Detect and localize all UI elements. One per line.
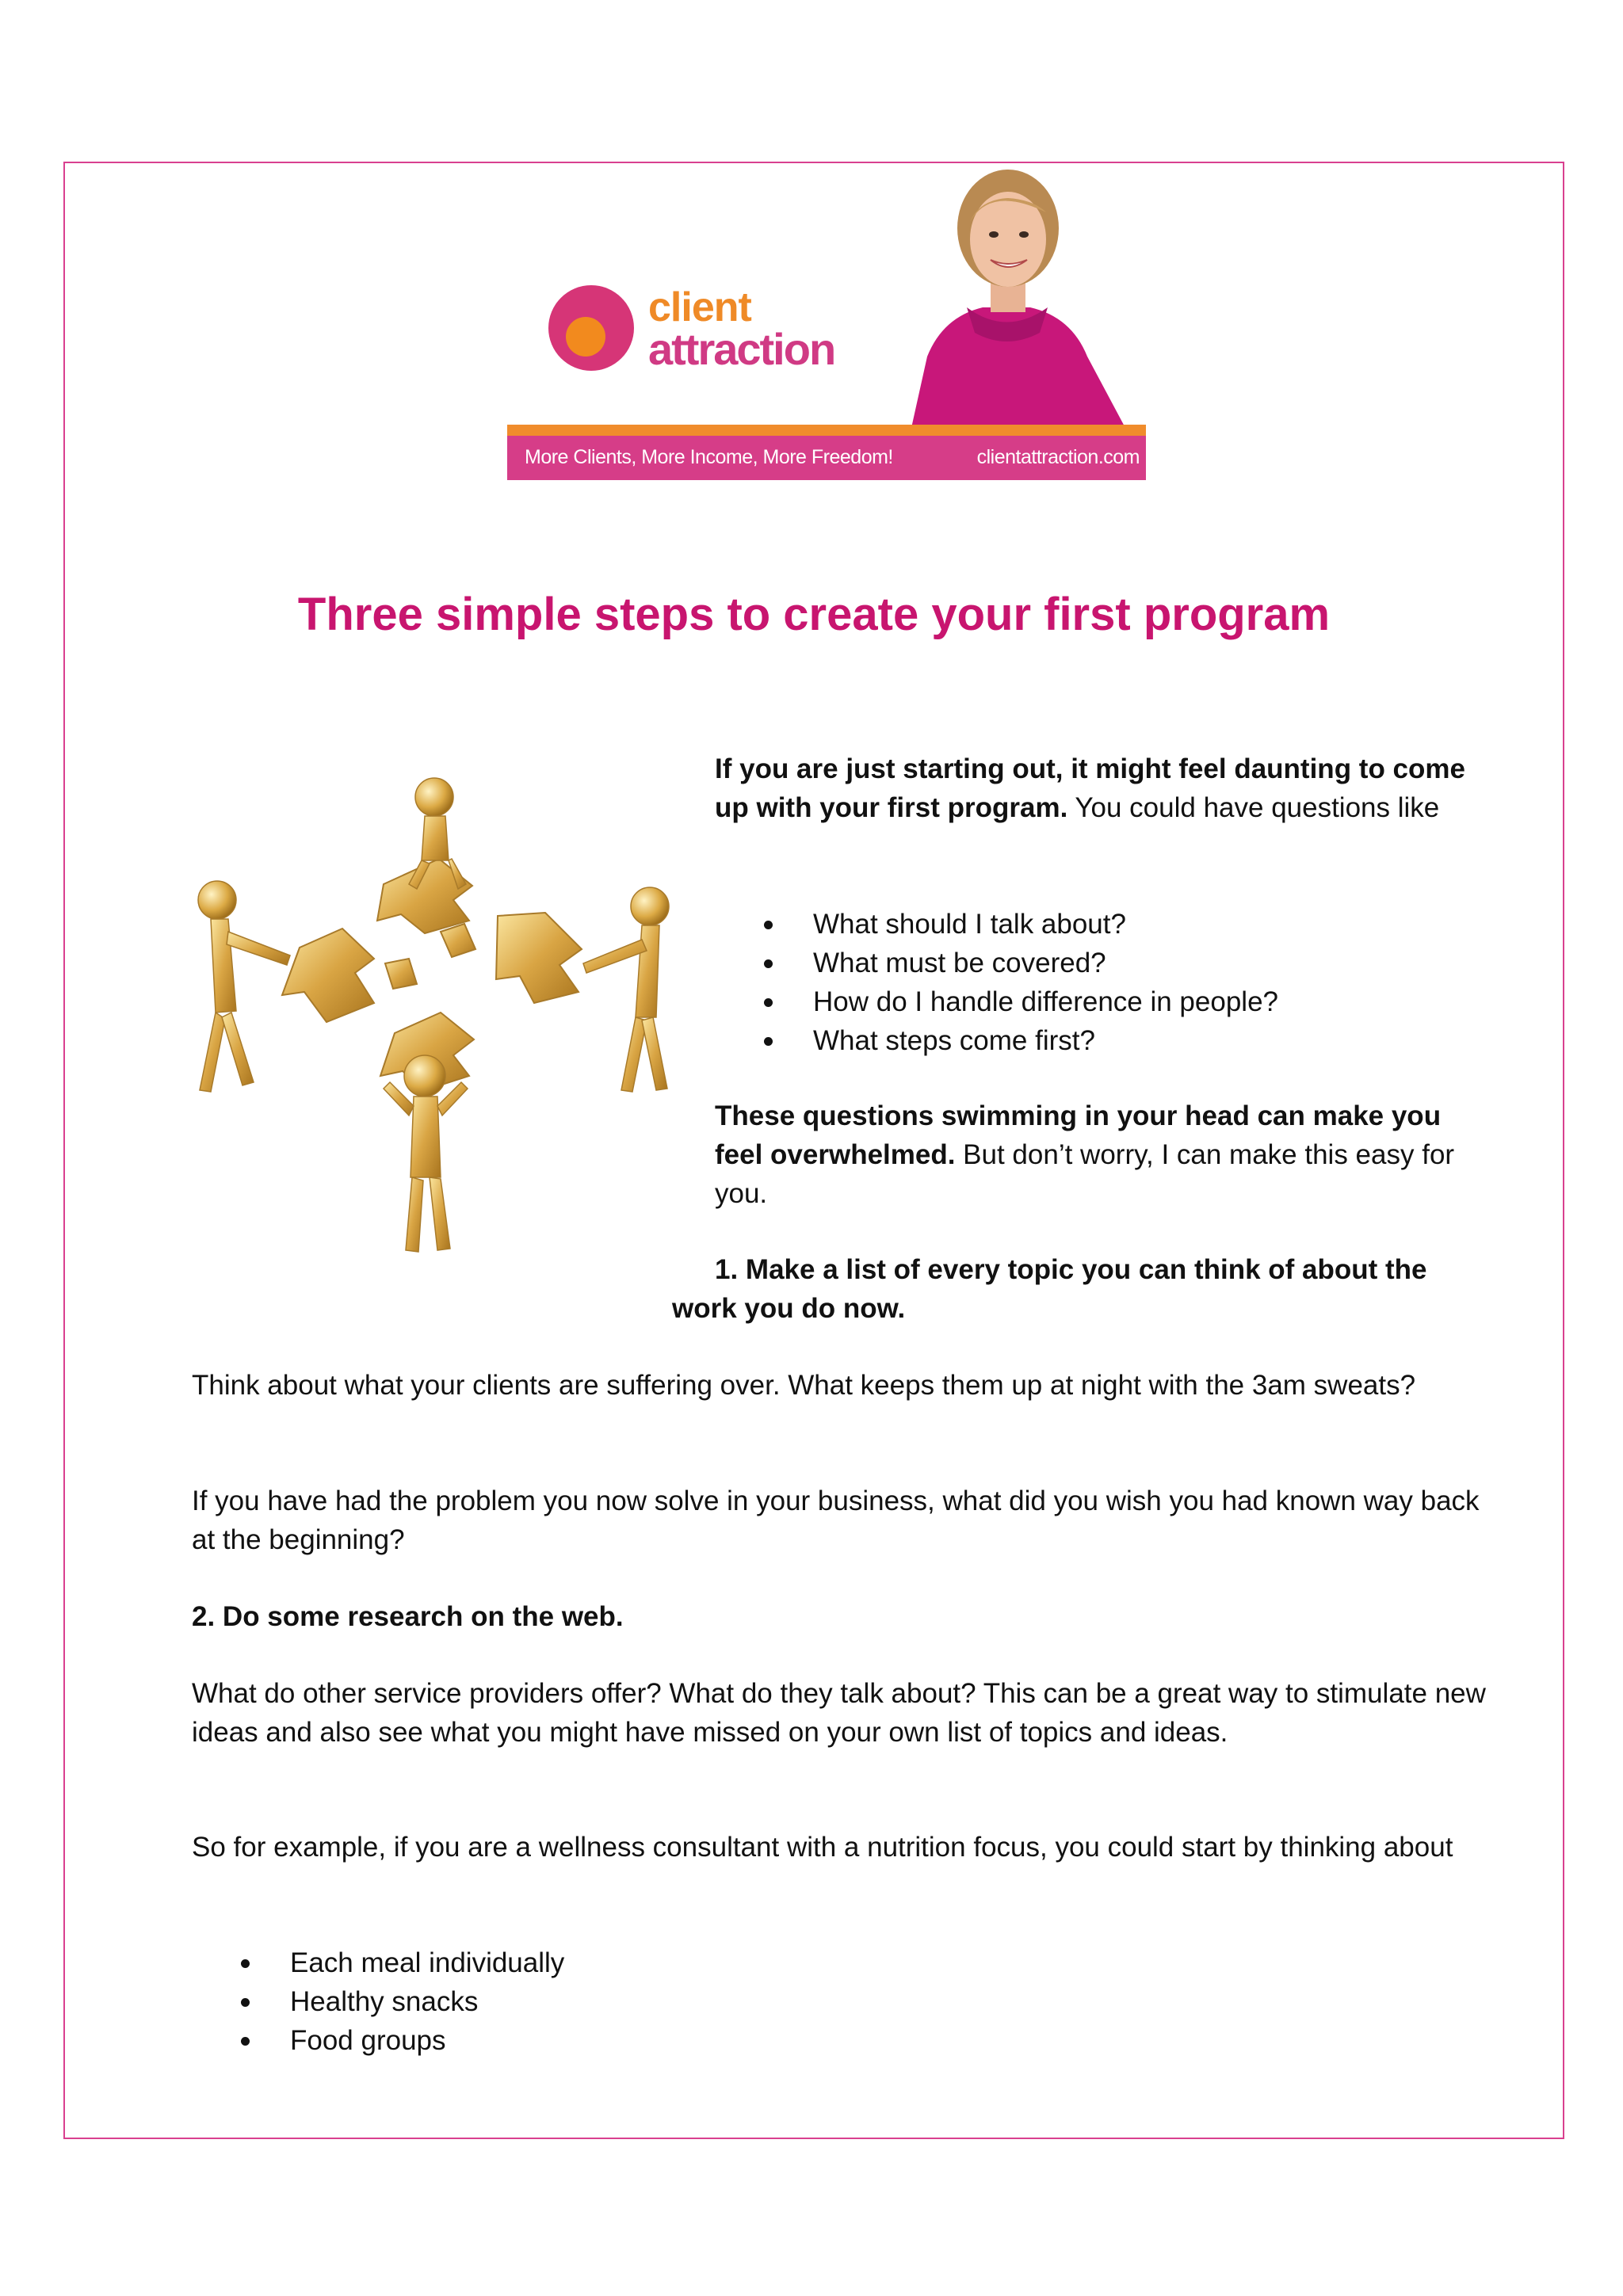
header-banner bbox=[507, 166, 1146, 480]
intro-rest: You could have questions like bbox=[1067, 792, 1440, 823]
step-1-heading: 1. Make a list of every topic you can think of about the work you do now. bbox=[672, 1254, 1427, 1324]
list-item: Food groups bbox=[238, 2021, 951, 2060]
list-item: What should I talk about? bbox=[761, 905, 1474, 944]
paragraph-problem: If you have had the problem you now solve in your business, what did you wish you had known way back at the beginning? bbox=[192, 1486, 1480, 1555]
step-2-heading: 2. Do some research on the web. bbox=[192, 1601, 624, 1632]
logo-dot-icon bbox=[566, 317, 605, 357]
list-item: How do I handle difference in people? bbox=[761, 982, 1474, 1021]
overwhelm-bold: These questions swimming in your head can make you feel overwhelmed. bbox=[715, 1100, 1442, 1170]
portrait-photo bbox=[864, 166, 1146, 428]
paragraph-example: So for example, if you are a wellness consultant with a nutrition focus, you could start by thinking about bbox=[192, 1832, 1453, 1863]
logo-word-attraction: attraction bbox=[648, 324, 835, 374]
intro-bold: If you are just starting out, it might feel daunting to come up with your first program. bbox=[715, 753, 1465, 823]
paragraph-research: What do other service providers offer? What do they talk about? This can be a great way to stimulate new ideas and also see what you might have missed on your own list of topics and ideas. bbox=[192, 1678, 1486, 1748]
questions-list bbox=[761, 905, 1474, 1060]
list-item: Healthy snacks bbox=[238, 1982, 951, 2021]
page-title: Three simple steps to create your first program bbox=[297, 589, 1331, 640]
paragraph-suffering: Think about what your clients are suffering over. What keeps them up at night with the 3am sweats? bbox=[192, 1370, 1416, 1401]
puzzle-figures-illustration bbox=[187, 765, 691, 1261]
overwhelm-paragraph bbox=[715, 1097, 1468, 1213]
list-item: What steps come first? bbox=[761, 1021, 1474, 1060]
logo-word-client: client bbox=[648, 284, 751, 330]
banner-tagline-strip bbox=[507, 436, 1146, 480]
banner-website: clientattraction.com bbox=[976, 446, 1140, 468]
list-item: Each meal individually bbox=[238, 1943, 951, 1982]
banner-tagline: More Clients, More Income, More Freedom! bbox=[525, 446, 893, 468]
overwhelm-rest: But don’t worry, I can make this easy for you. bbox=[715, 1139, 1455, 1209]
list-item: What must be covered? bbox=[761, 944, 1474, 982]
intro-paragraph bbox=[715, 749, 1468, 827]
banner-orange-bar bbox=[507, 425, 1146, 436]
examples-list bbox=[238, 1943, 951, 2060]
